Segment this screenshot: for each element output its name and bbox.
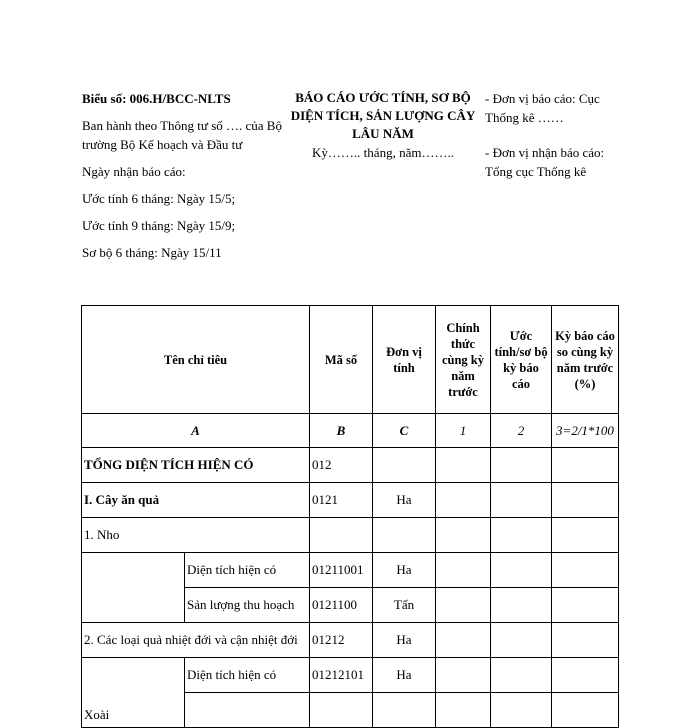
row-code: 01211001 — [310, 553, 373, 588]
row-name: Diện tích hiện có — [185, 553, 310, 588]
value-cell[interactable] — [436, 588, 491, 623]
row-code: 0121100 — [310, 588, 373, 623]
row-name: Sản lượng thu hoạch — [185, 588, 310, 623]
column-header-unit: Đơn vị tính — [373, 306, 436, 414]
row-unit: Tấn — [373, 588, 436, 623]
value-cell[interactable] — [491, 448, 552, 483]
value-cell[interactable] — [436, 623, 491, 658]
report-title: BÁO CÁO ƯỚC TÍNH, SƠ BỘ DIỆN TÍCH, SẢN LƯỢNG CÂY LÂU NĂM — [290, 90, 476, 141]
value-cell[interactable] — [436, 483, 491, 518]
row-code: 012 — [310, 448, 373, 483]
table-row — [82, 658, 619, 693]
table-row — [82, 448, 619, 483]
value-cell[interactable] — [436, 553, 491, 588]
column-header-code: Mã số — [310, 306, 373, 414]
row-code — [310, 518, 373, 553]
value-cell[interactable] — [491, 588, 552, 623]
form-code: Biểu số: 006.H/BCC-NLTS — [82, 91, 231, 106]
column-header-estimate-current: Ước tính/sơ bộ kỳ báo cáo — [491, 306, 552, 414]
value-cell[interactable] — [436, 693, 491, 728]
column-letter-b: B — [310, 414, 373, 448]
row-code: 01212101 — [310, 658, 373, 693]
value-cell[interactable] — [491, 483, 552, 518]
value-cell[interactable] — [552, 483, 619, 518]
table-row — [82, 483, 619, 518]
column-letter-c: C — [373, 414, 436, 448]
table-row — [82, 553, 619, 588]
table-header-row — [82, 306, 619, 414]
value-cell[interactable] — [491, 658, 552, 693]
reporting-unit: - Đơn vị báo cáo: Cục Thống kê …… — [485, 91, 600, 125]
column-header-ratio: Kỳ báo cáo so cùng kỳ năm trước (%) — [552, 306, 619, 414]
value-cell[interactable] — [552, 693, 619, 728]
column-letter-2: 2 — [491, 414, 552, 448]
row-name: 2. Các loại quả nhiệt đới và cận nhiệt đới — [82, 623, 310, 658]
form-header-center — [283, 89, 483, 162]
report-table — [81, 305, 619, 728]
received-date-label: Ngày nhận báo cáo: — [82, 164, 186, 179]
table-row — [82, 623, 619, 658]
report-period: Kỳ…….. tháng, năm…….. — [312, 145, 454, 160]
row-name — [185, 693, 310, 728]
estimate-9-months-date: Ước tính 9 tháng: Ngày 15/9; — [82, 218, 236, 233]
row-name: Diện tích hiện có — [185, 658, 310, 693]
row-unit — [373, 518, 436, 553]
column-header-indicator: Tên chỉ tiêu — [82, 306, 310, 414]
row-unit: Ha — [373, 623, 436, 658]
row-unit — [373, 448, 436, 483]
value-cell[interactable] — [436, 658, 491, 693]
column-letter-3: 3=2/1*100 — [552, 414, 619, 448]
row-code — [310, 693, 373, 728]
issued-by-text: Ban hành theo Thông tư số …. của Bộ trường Bộ Kế hoạch và Đầu tư — [82, 118, 282, 152]
value-cell[interactable] — [552, 448, 619, 483]
receiving-unit: - Đơn vị nhận báo cáo: Tổng cục Thống kê — [485, 145, 605, 179]
row-name: TỔNG DIỆN TÍCH HIỆN CÓ — [82, 448, 310, 483]
row-unit: Ha — [373, 553, 436, 588]
value-cell[interactable] — [552, 658, 619, 693]
value-cell[interactable] — [552, 623, 619, 658]
value-cell[interactable] — [491, 693, 552, 728]
value-cell[interactable] — [491, 518, 552, 553]
table-row — [82, 518, 619, 553]
column-header-official-previous: Chính thức cùng kỳ năm trước — [436, 306, 491, 414]
column-letter-row — [82, 414, 619, 448]
row-name: 1. Nho — [82, 518, 310, 553]
row-name: I. Cây ăn quả — [82, 483, 310, 518]
value-cell[interactable] — [552, 588, 619, 623]
value-cell[interactable] — [491, 623, 552, 658]
column-letter-1: 1 — [436, 414, 491, 448]
row-group-empty — [82, 553, 185, 623]
value-cell[interactable] — [552, 553, 619, 588]
preliminary-6-months-date: Sơ bộ 6 tháng: Ngày 15/11 — [82, 245, 222, 260]
estimate-6-months-date: Ước tính 6 tháng: Ngày 15/5; — [82, 191, 236, 206]
value-cell[interactable] — [552, 518, 619, 553]
row-code: 0121 — [310, 483, 373, 518]
column-letter-a: A — [82, 414, 310, 448]
row-code: 01212 — [310, 623, 373, 658]
row-group-label: Xoài — [82, 658, 185, 728]
row-unit — [373, 693, 436, 728]
value-cell[interactable] — [491, 553, 552, 588]
value-cell[interactable] — [436, 518, 491, 553]
form-header-right — [485, 89, 625, 181]
value-cell[interactable] — [436, 448, 491, 483]
form-header-left — [82, 89, 287, 270]
row-unit: Ha — [373, 658, 436, 693]
row-unit: Ha — [373, 483, 436, 518]
